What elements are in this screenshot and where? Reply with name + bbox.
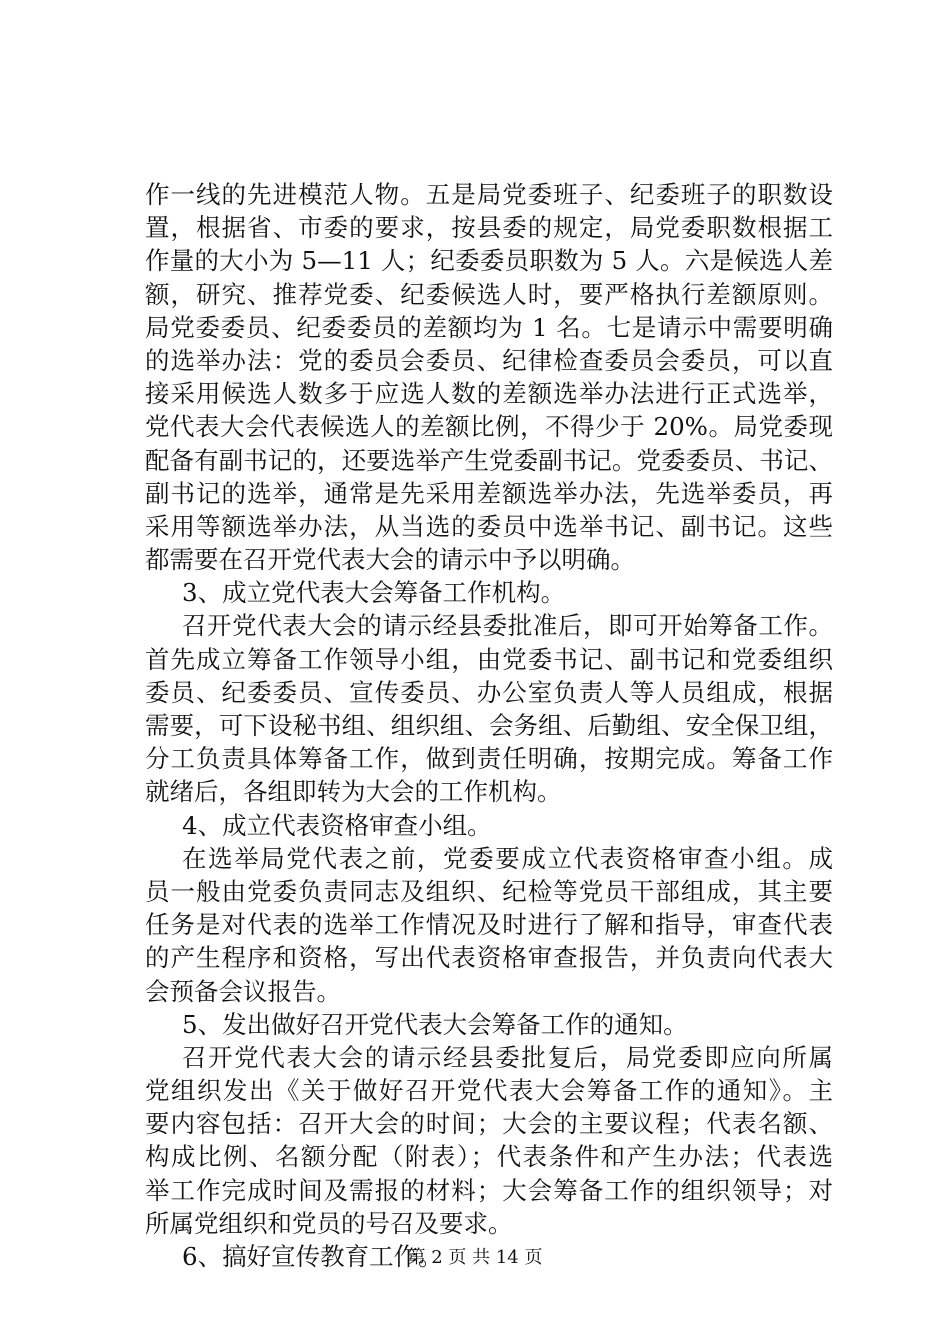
text-line: 员一般由党委负责同志及组织、纪检等党员干部组成，其主要 [145,876,833,906]
text-line: 召开党代表大会的请示经县委批准后，即可开始筹备工作。 [182,611,833,641]
text-line: 都需要在召开党代表大会的请示中予以明确。 [145,545,635,575]
text-line: 作量的大小为 5—11 人；纪委委员职数为 5 人。六是候选人差 [145,246,833,276]
text-line: 作一线的先进模范人物。五是局党委班子、纪委班子的职数设 [145,180,833,209]
text-line: 接采用候选人数多于应选人数的差额选举办法进行正式选举， [145,379,833,409]
text-line: 会预备会议报告。 [145,976,341,1006]
text-line: 分工负责具体筹备工作，做到责任明确，按期完成。筹备工作 [145,744,833,774]
text-line: 的产生程序和资格，写出代表资格审查报告，并负责向代表大 [145,943,833,973]
section-heading: 5、发出做好召开党代表大会筹备工作的通知。 [182,1009,688,1039]
text-line: 需要，可下设秘书组、组织组、会务组、后勤组、安全保卫组， [145,711,833,740]
text-line: 要内容包括：召开大会的时间；大会的主要议程；代表名额、 [145,1109,833,1139]
text-line: 构成比例、名额分配（附表）；代表条件和产生办法；代表选 [145,1142,833,1172]
text-line: 配备有副书记的，还要选举产生党委副书记。党委委员、书记、 [145,445,833,475]
section-heading: 3、成立党代表大会筹备工作机构。 [182,578,566,608]
text-line: 任务是对代表的选举工作情况及时进行了解和指导，审查代表 [145,910,833,940]
page-number: 第 2 页 共 14 页 [407,1247,543,1268]
text-line: 所属党组织和党员的号召及要求。 [145,1208,513,1238]
text-line: 副书记的选举，通常是先采用差额选举办法，先选举委员，再 [145,478,833,508]
text-line: 额，研究、推荐党委、纪委候选人时，要严格执行差额原则。 [145,279,833,309]
text-line: 委员、纪委委员、宣传委员、办公室负责人等人员组成，根据 [145,677,833,707]
text-line: 置，根据省、市委的要求，按县委的规定，局党委职数根据工 [145,213,833,243]
text-line: 举工作完成时间及需报的材料；大会筹备工作的组织领导；对 [145,1175,833,1205]
section-heading: 4、成立代表资格审查小组。 [182,810,492,840]
text-line: 采用等额选举办法，从当选的委员中选举书记、副书记。这些 [145,511,833,541]
body-text [145,178,833,1273]
text-line: 党组织发出《关于做好召开党代表大会筹备工作的通知》。主 [145,1076,833,1106]
text-line: 就绪后，各组即转为大会的工作机构。 [145,777,562,807]
text-line: 党代表大会代表候选人的差额比例，不得少于 20%。局党委现 [145,412,833,442]
text-line: 在选举局党代表之前，党委要成立代表资格审查小组。成 [182,843,833,873]
text-line: 的选举办法：党的委员会委员、纪律检查委员会委员，可以直 [145,345,833,375]
text-line: 召开党代表大会的请示经县委批复后，局党委即应向所属 [182,1042,833,1072]
section-heading: 6、搞好宣传教育工作。 [182,1242,443,1271]
text-line: 局党委委员、纪委委员的差额均为 1 名。七是请示中需要明确 [145,312,833,342]
text-line: 首先成立筹备工作领导小组，由党委书记、副书记和党委组织 [145,644,833,674]
